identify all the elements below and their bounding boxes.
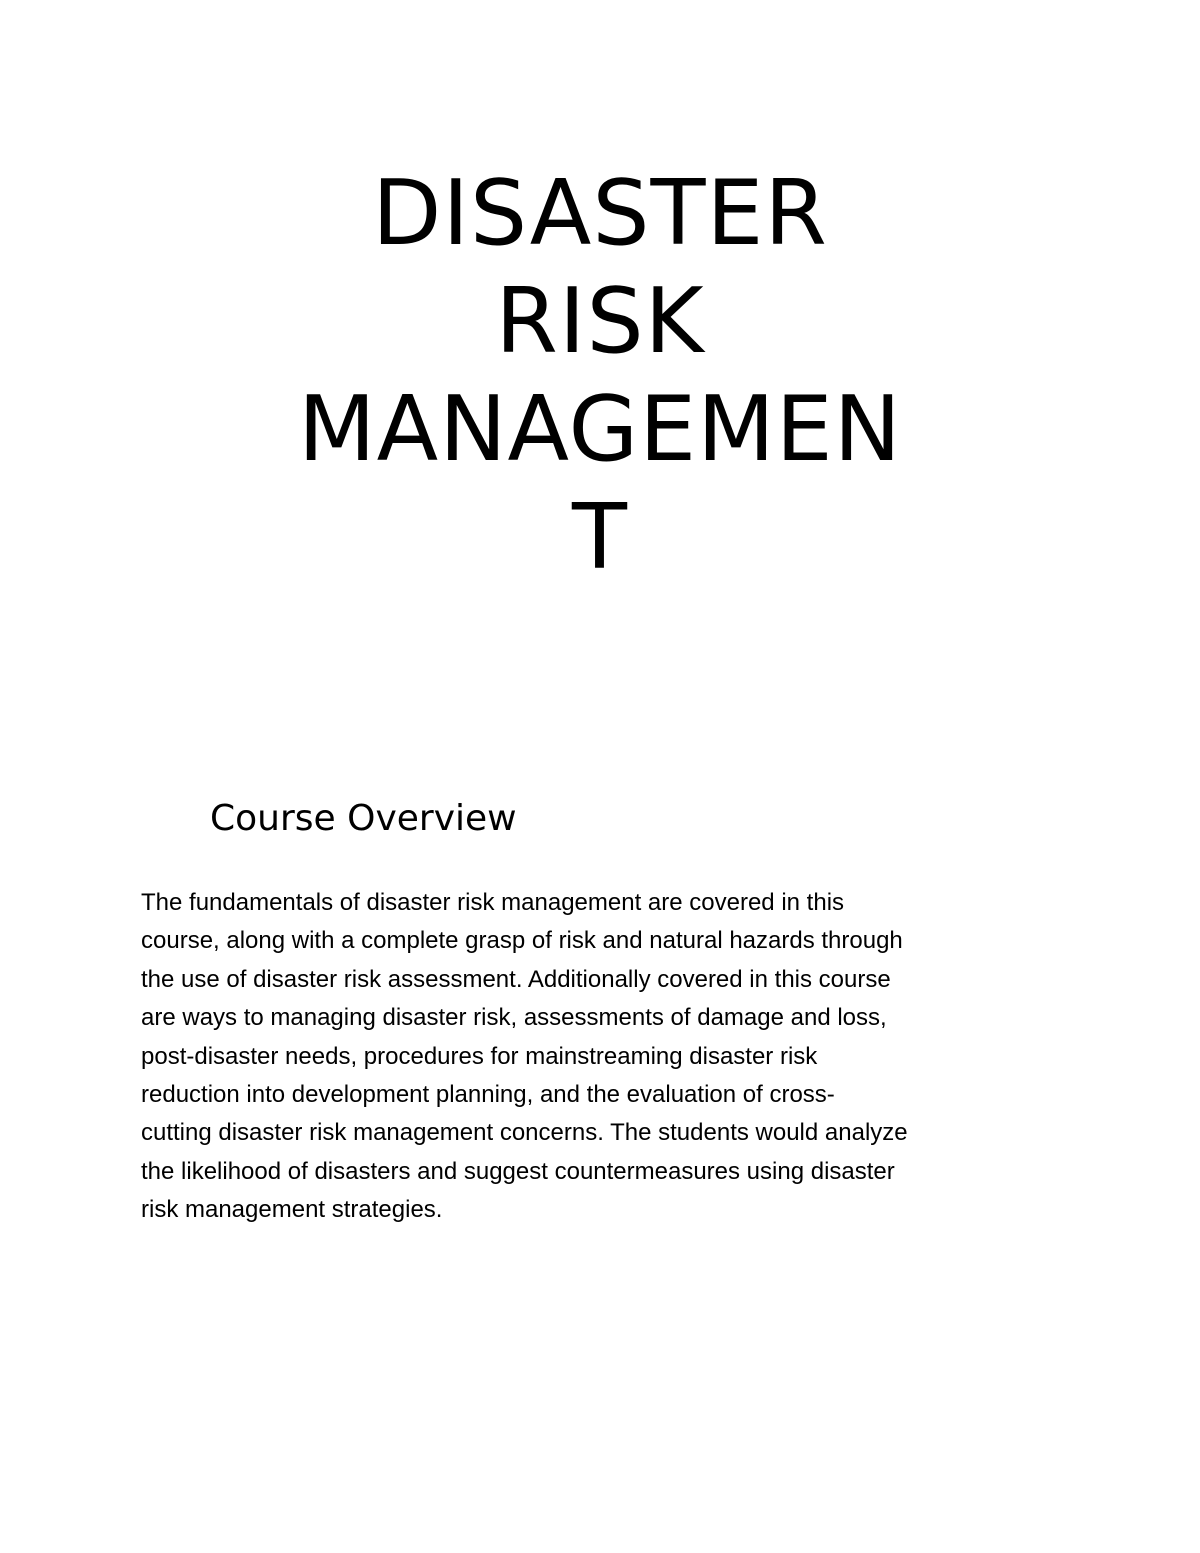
title-line: MANAGEMEN bbox=[298, 377, 902, 482]
paragraph-line: cutting disaster risk management concerns. The students would analyze bbox=[141, 1119, 908, 1147]
paragraph-line: are ways to managing disaster risk, assessments of damage and loss, bbox=[141, 1004, 887, 1032]
title-line: T bbox=[572, 485, 628, 590]
section-heading-course-overview: Course Overview bbox=[210, 798, 517, 839]
paragraph-line: the use of disaster risk assessment. Additionally covered in this course bbox=[141, 965, 891, 993]
course-overview-paragraph bbox=[141, 884, 1141, 1230]
paragraph-line: post-disaster needs, procedures for mainstreaming disaster risk bbox=[141, 1042, 818, 1070]
paragraph-line: course, along with a complete grasp of risk and natural hazards through bbox=[141, 927, 903, 955]
title-line: RISK bbox=[495, 269, 705, 374]
paragraph-line: the likelihood of disasters and suggest countermeasures using disaster bbox=[141, 1157, 895, 1185]
paragraph-line: risk management strategies. bbox=[141, 1196, 443, 1224]
paragraph-line: reduction into development planning, and the evaluation of cross- bbox=[141, 1081, 835, 1109]
paragraph-line: The fundamentals of disaster risk management are covered in this bbox=[141, 889, 845, 916]
title-line: DISASTER bbox=[372, 161, 828, 266]
document-title bbox=[0, 160, 1200, 592]
